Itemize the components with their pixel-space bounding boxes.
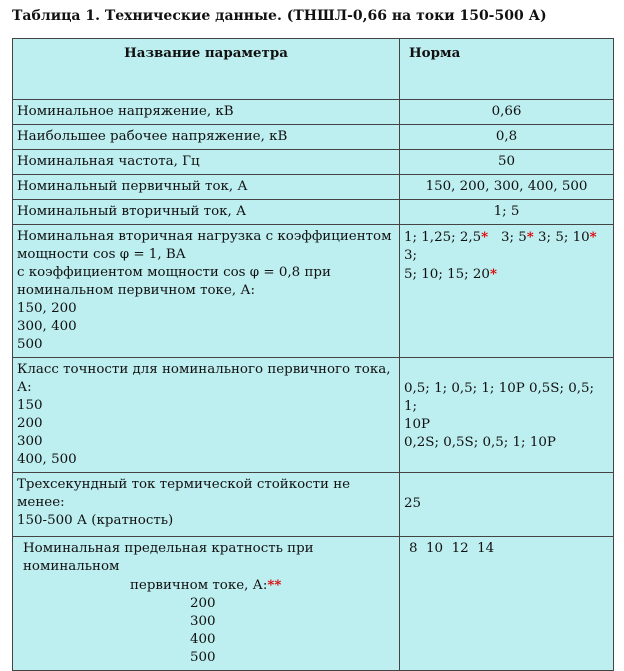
param-value bbox=[400, 358, 614, 473]
text-line: 200 bbox=[17, 416, 43, 431]
current-value: 400 bbox=[190, 632, 216, 647]
table-row-accuracy-class bbox=[13, 358, 614, 473]
param-name: Наибольшее рабочее напряжение, кВ bbox=[13, 125, 400, 150]
table-caption: Таблица 1. Технические данные. (ТНШЛ-0,66 на токи 150-500 А) bbox=[12, 8, 547, 24]
footnote-mark: * bbox=[489, 266, 497, 282]
text-line: Класс точности для номинального первичного тока, А: bbox=[17, 362, 391, 395]
spec-table bbox=[12, 38, 614, 671]
text-line: 150 bbox=[17, 398, 43, 413]
table-row bbox=[13, 200, 614, 225]
current-value: 200 bbox=[190, 596, 216, 611]
table-row-limit-ratio bbox=[13, 537, 614, 671]
text-line bbox=[17, 576, 395, 595]
footnote-mark: ** bbox=[267, 577, 282, 593]
table-row bbox=[13, 100, 614, 125]
value-text: 1; 1,25; 2,5 bbox=[404, 230, 482, 245]
text-line: 150-500 А (кратность) bbox=[17, 513, 174, 528]
text-line: 150, 200 bbox=[17, 301, 77, 316]
current-value: 500 bbox=[190, 650, 216, 665]
text-line: Номинальная вторичная нагрузка с коэффициентом bbox=[17, 229, 392, 244]
text-line: номинальном первичном токе, А: bbox=[17, 283, 256, 298]
table-row-secondary-load bbox=[13, 225, 614, 358]
header-norm: Норма bbox=[400, 39, 614, 100]
value-line: 10Р bbox=[404, 417, 431, 432]
param-value: 0,66 bbox=[400, 100, 614, 125]
text-line: 400, 500 bbox=[17, 452, 77, 467]
text-line: Трехсекундный ток термической стойкости не менее: bbox=[17, 477, 351, 510]
value-text: 3; 5 bbox=[488, 230, 527, 245]
table-row-thermal-current bbox=[13, 473, 614, 537]
footnote-mark: * bbox=[589, 229, 597, 245]
value-line: 0,5; 1; 0,5; 1; 10Р 0,5S; 0,5; 1; bbox=[404, 381, 595, 414]
text-line: 300, 400 bbox=[17, 319, 77, 334]
value-text: 3; bbox=[404, 230, 601, 263]
value-text: 5; 10; 15; 20 bbox=[404, 267, 490, 282]
footnote-mark: * bbox=[526, 229, 534, 245]
param-name bbox=[13, 358, 400, 473]
header-parameter-name: Название параметра bbox=[13, 39, 400, 100]
param-value: 50 bbox=[400, 150, 614, 175]
param-value: 8 10 12 14 bbox=[400, 537, 614, 671]
value-text: 3; 5; 10 bbox=[533, 230, 590, 245]
table-row bbox=[13, 175, 614, 200]
value-line: 0,2S; 0,5S; 0,5; 1; 10Р bbox=[404, 435, 556, 450]
current-value: 300 bbox=[190, 614, 216, 629]
param-name bbox=[13, 225, 400, 358]
param-value: 150, 200, 300, 400, 500 bbox=[400, 175, 614, 200]
text-line: Номинальная предельная кратность при номинальном bbox=[23, 541, 314, 574]
param-value bbox=[400, 225, 614, 358]
table-row bbox=[13, 150, 614, 175]
param-value: 0,8 bbox=[400, 125, 614, 150]
param-name: Номинальная частота, Гц bbox=[13, 150, 400, 175]
text-line: 300 bbox=[17, 434, 43, 449]
text-line: с коэффициентом мощности cos φ = 0,8 при bbox=[17, 265, 331, 280]
table-header-row bbox=[13, 39, 614, 100]
param-name: Номинальный первичный ток, А bbox=[13, 175, 400, 200]
table-row bbox=[13, 125, 614, 150]
text-line-inner: первичном токе, А: bbox=[130, 578, 268, 593]
param-name: Номинальное напряжение, кВ bbox=[13, 100, 400, 125]
param-name bbox=[13, 473, 400, 537]
footnote-mark: * bbox=[481, 229, 489, 245]
param-name: Номинальный вторичный ток, А bbox=[13, 200, 400, 225]
param-name bbox=[13, 537, 400, 671]
text-line: 500 bbox=[17, 337, 43, 352]
text-line: мощности cos φ = 1, ВА bbox=[17, 247, 186, 262]
param-value: 25 bbox=[400, 473, 614, 537]
param-value: 1; 5 bbox=[400, 200, 614, 225]
